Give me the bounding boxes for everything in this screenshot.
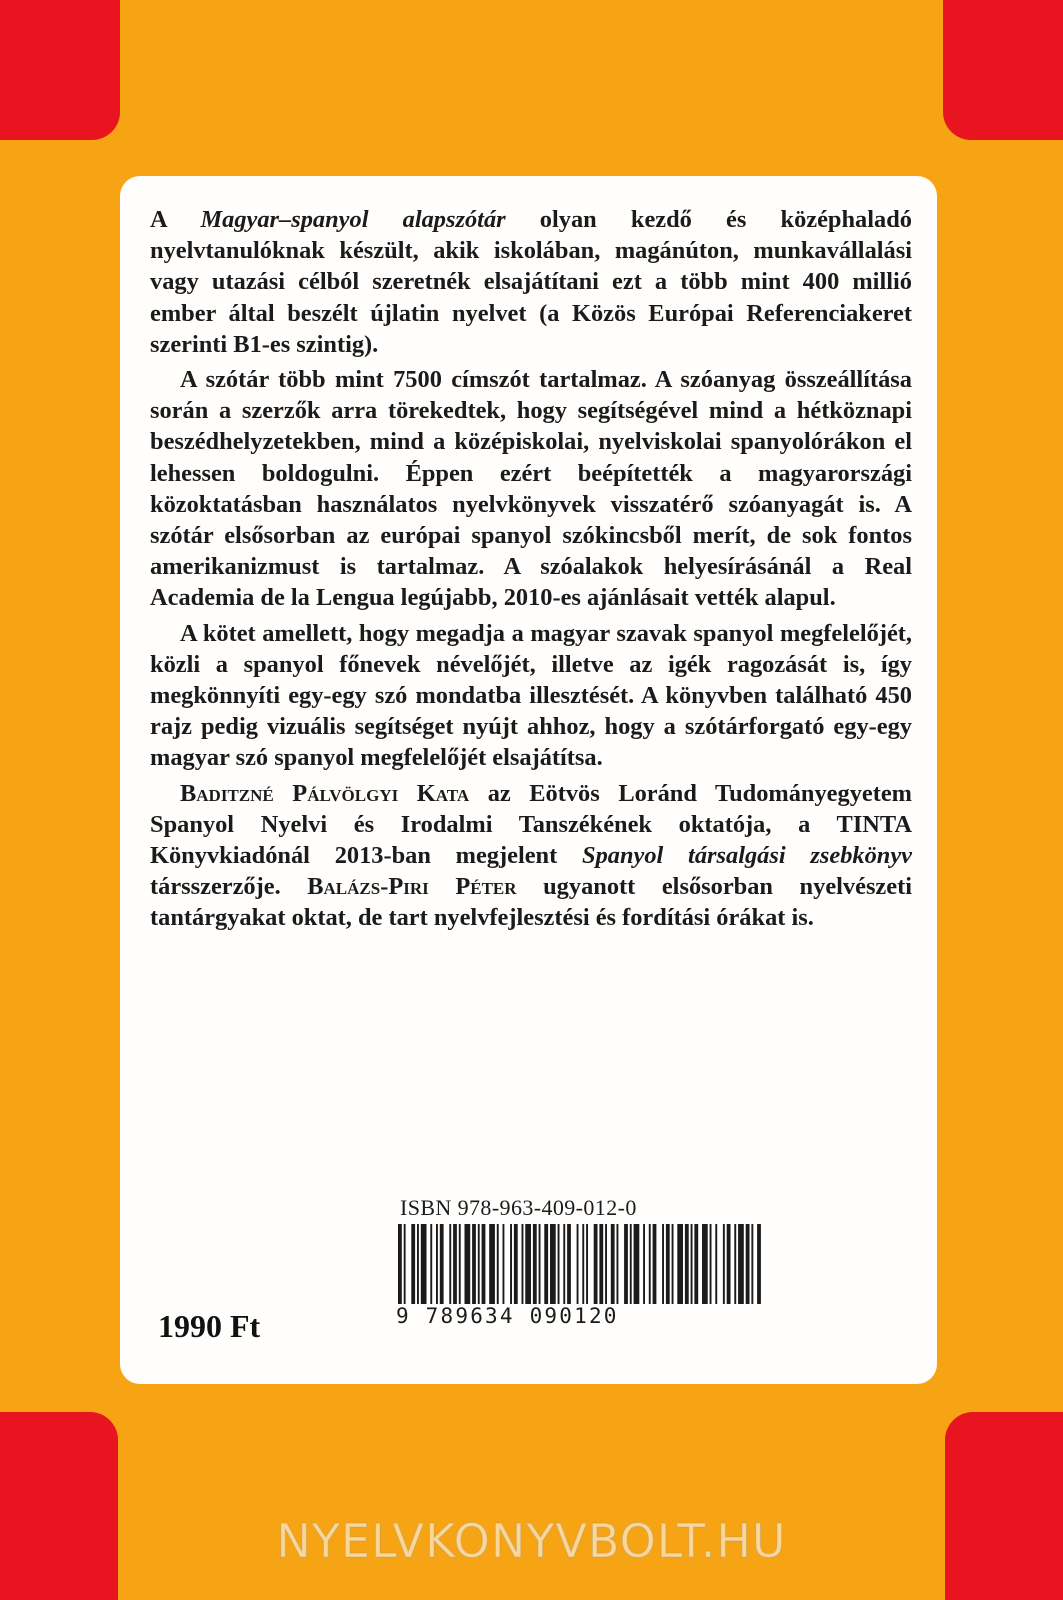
barcode-bar: [544, 1224, 548, 1304]
barcode-bar: [582, 1224, 584, 1304]
barcode-bar: [558, 1224, 560, 1304]
barcode-bar: [459, 1224, 461, 1304]
barcode-bar: [643, 1224, 645, 1304]
barcode-bar: [449, 1224, 451, 1304]
paragraph-features: A kötet amellett, hogy megadja a magyar szavak spanyol megfelelőjét, közli a spanyol főnevek névelőjét, illetve az igék ragozását is, így megkönnyíti egy-egy szó mondatba illesztését. A könyvben található 450 rajz pedig vizuális segítséget nyújt ahhoz, hogy a szótárforgató egy-egy magyar szó spanyol megfelelőjét elsajátítsa.: [150, 619, 912, 772]
barcode-bar: [417, 1224, 419, 1304]
barcode-bar: [734, 1224, 736, 1304]
description-text: [150, 204, 912, 938]
barcode-bar: [563, 1224, 565, 1304]
barcode-bar: [482, 1224, 486, 1304]
barcode-bar: [710, 1224, 712, 1304]
barcode-bar: [533, 1224, 537, 1304]
barcode-bar: [453, 1224, 457, 1304]
barcode-bar: [550, 1224, 556, 1304]
paragraph-intro: A Magyar–spanyol alapszótár olyan kezdő és középhaladó nyelvtanulóknak készült, akik iskolában, magánúton, munkavállalási vagy utazási célból szeretnék elsajátítani ezt a több mint 400 millió ember által beszélt újlatin nyelvet (a Közös Európai Referenciakeret szerinti B1-es szintig).: [150, 206, 912, 358]
barcode-bar: [478, 1224, 480, 1304]
barcode-bar: [577, 1224, 579, 1304]
barcode-bar: [599, 1224, 603, 1304]
corner-accent-top-right: [943, 0, 1063, 140]
barcode-bar: [605, 1224, 607, 1304]
barcode-bar: [691, 1224, 693, 1304]
barcode-bar: [666, 1224, 670, 1304]
barcode-bar: [757, 1224, 761, 1304]
barcode-bar: [617, 1224, 619, 1304]
barcode-digits: 9 789634 090120: [396, 1304, 619, 1328]
isbn-label: ISBN 978-963-409-012-0: [400, 1195, 637, 1220]
barcode-bar: [649, 1224, 651, 1304]
barcode-bar: [586, 1224, 588, 1304]
barcode-bar: [727, 1224, 731, 1304]
barcode-bar: [404, 1224, 406, 1304]
paragraph-content: A szótár több mint 7500 címszót tartalmaz. A szóanyag összeállítása során a szerzők arra törekedtek, hogy segítségével mind a hétköznapi beszédhelyzetekben, mind a középiskolai, nyelviskolai spanyolórákon el lehessen boldogulni. Éppen ezért beépítették a magyarországi közoktatásban használatos nyelvkönyvek visszatérő szóanyagát is. A szótár elsősorban az európai spanyol szókincsből merít, de sok fontos amerikanizmust is tartalmaz. A szóalakok helyesírásánál a Real Academia de la Lengua legújabb, 2010-es ajánlásait vették alapul.: [150, 366, 912, 612]
barcode-bar: [510, 1224, 512, 1304]
watermark-text: NYELVKONYVBOLT.HU: [276, 1514, 787, 1568]
author-name: Balázs-Piri Péter: [307, 873, 517, 901]
barcode-bar: [594, 1224, 598, 1304]
barcode-bar: [465, 1224, 471, 1304]
barcode-bar: [421, 1224, 427, 1304]
related-book-title: Spanyol társalgási zsebkönyv: [582, 842, 912, 870]
barcode-bar: [522, 1224, 524, 1304]
barcode-bar: [694, 1224, 698, 1304]
back-cover-panel: [120, 176, 937, 1384]
barcode-bar: [751, 1224, 753, 1304]
barcode-bar: [677, 1224, 683, 1304]
isbn-barcode-block: [396, 1196, 766, 1328]
author-name: Baditzné Pálvölgyi Kata: [180, 779, 470, 807]
barcode-bar: [525, 1224, 531, 1304]
barcode-bar: [411, 1224, 415, 1304]
barcode-bar: [497, 1224, 499, 1304]
barcode-bar: [662, 1224, 664, 1304]
barcode-bar: [567, 1224, 571, 1304]
barcode-bar: [630, 1224, 632, 1304]
barcode-bar: [440, 1224, 444, 1304]
barcode-bar: [624, 1224, 628, 1304]
barcode-bar: [653, 1224, 657, 1304]
barcode-bar: [472, 1224, 476, 1304]
barcode-bar: [746, 1224, 750, 1304]
paragraph-authors: Baditzné Pálvölgyi Kata az Eötvös Loránd Tudományegyetem Spanyol Nyelvi és Irodalmi Tanszékének oktatója, a TINTA Könyvkiadónál 2013-ban megjelent Spanyol társalgási zsebkönyv társszerzője. Balázs-Piri Péter ugyanott elsősorban nyelvészeti tantárgyakat oktat, de tart nyelvfejlesztési és fordítási órákat is.: [150, 779, 912, 932]
barcode-bar: [685, 1224, 689, 1304]
corner-accent-top-left: [0, 0, 120, 140]
corner-accent-bottom-left: [0, 1412, 118, 1600]
barcode-bar: [723, 1224, 725, 1304]
barcode-bar: [672, 1224, 674, 1304]
barcode-icon: [396, 1224, 766, 1304]
price: 1990 Ft: [158, 1308, 261, 1344]
corner-accent-bottom-right: [945, 1412, 1063, 1600]
barcode-bar: [503, 1224, 505, 1304]
barcode-bar: [539, 1224, 541, 1304]
barcode-bar: [436, 1224, 438, 1304]
barcode-bar: [430, 1224, 432, 1304]
barcode-bar: [702, 1224, 708, 1304]
barcode-bar: [489, 1224, 495, 1304]
barcode-bar: [514, 1224, 518, 1304]
barcode-bar: [611, 1224, 615, 1304]
book-title: Magyar–spanyol alapszótár: [200, 206, 506, 233]
barcode-bar: [634, 1224, 640, 1304]
barcode-bar: [738, 1224, 744, 1304]
barcode-bar: [715, 1224, 717, 1304]
barcode-bar: [398, 1224, 402, 1304]
